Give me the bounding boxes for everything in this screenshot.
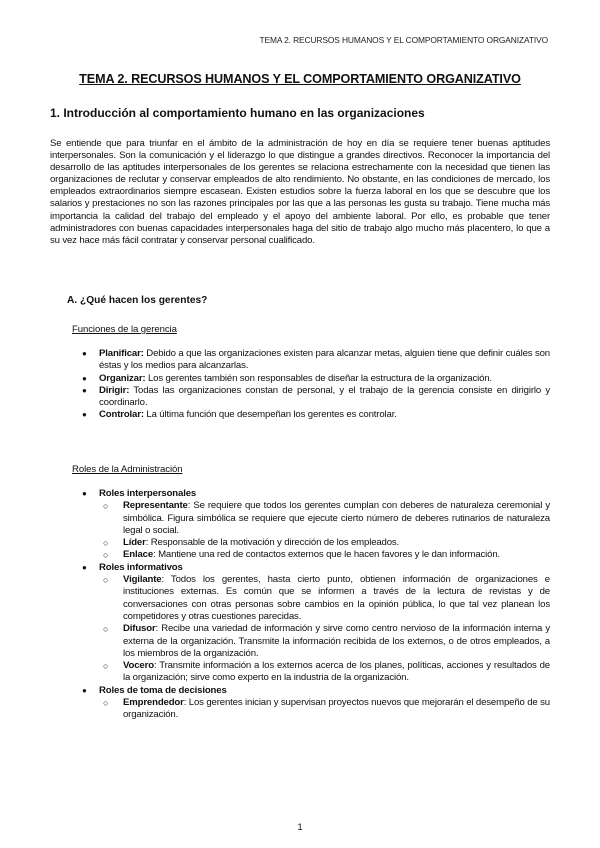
- role-text: : Recibe una variedad de información y sirve como centro nervioso de la información interna y externa de la organización. Transmite la información recibida de los externos, o de otros empleados, a los miembros de la organización.: [123, 623, 550, 659]
- page-number: 1: [297, 822, 303, 833]
- running-header: TEMA 2. RECURSOS HUMANOS Y EL COMPORTAMIENTO ORGANIZATIVO: [259, 35, 548, 45]
- role-text: : Transmite información a los externos acerca de los planes, políticas, acciones y resultados de la organización; sirve como experto en la industria de la organización.: [123, 660, 550, 684]
- list-item: [76, 385, 550, 410]
- sub-list: [99, 500, 550, 561]
- sub-list-item: [99, 549, 550, 561]
- list-item: [76, 685, 550, 722]
- section-heading: 1. Introducción al comportamiento humano en las organizaciones: [50, 106, 425, 120]
- list-item: [76, 348, 550, 373]
- functions-list: [76, 348, 550, 422]
- role-text: : Responsable de la motivación y dirección de los empleados.: [145, 537, 400, 549]
- role-term: Líder: [123, 537, 146, 549]
- function-term: Planificar:: [99, 348, 144, 359]
- sub-list-item: [99, 697, 550, 722]
- role-group-title: Roles de toma de decisiones: [99, 684, 227, 696]
- subsection-heading: A. ¿Qué hacen los gerentes?: [67, 295, 208, 306]
- roles-list: [76, 488, 550, 722]
- list-item: [76, 562, 550, 685]
- role-term: Vigilante: [123, 574, 162, 586]
- list-item: [76, 488, 550, 562]
- role-group-title: Roles interpersonales: [99, 488, 197, 499]
- role-term: Vocero: [123, 660, 154, 672]
- function-text: La última función que desempeñan los gerentes es controlar.: [143, 409, 397, 421]
- role-term: Representante: [123, 500, 188, 512]
- function-term: Organizar:: [99, 372, 146, 384]
- sub-list: [99, 697, 550, 722]
- sub-list-item: [99, 500, 550, 537]
- role-group-title: Roles informativos: [99, 561, 183, 573]
- role-term: Emprendedor: [123, 697, 184, 709]
- document-title: TEMA 2. RECURSOS HUMANOS Y EL COMPORTAMIENTO ORGANIZATIVO: [79, 72, 521, 86]
- role-text: : Los gerentes inician y supervisan proyectos nuevos que mejorarán el desempeño de su organización.: [123, 697, 550, 721]
- function-term: Controlar:: [99, 409, 144, 421]
- function-text: Todas las organizaciones constan de personal, y el trabajo de la gerencia consiste en dirigirlo y coordinarlo.: [99, 384, 550, 409]
- function-term: Dirigir:: [99, 384, 130, 396]
- role-text: : Mantiene una red de contactos externos que le hacen favores y le dan información.: [153, 549, 501, 561]
- functions-heading: Funciones de la gerencia: [72, 324, 177, 335]
- role-term: Enlace: [123, 549, 154, 561]
- list-item: [76, 409, 550, 421]
- sub-list-item: [99, 574, 550, 623]
- sub-list-item: [99, 623, 550, 660]
- roles-heading: Roles de la Administración: [72, 464, 183, 475]
- role-term: Difusor: [123, 623, 156, 635]
- role-text: : Todos los gerentes, hasta cierto punto, obtienen información de organizaciones e instituciones externas. Es común que se informen a través de la lectura de revistas y de conversaciones con otras personas sobre cambios en la opinión pública, lo que tal vez planean los competidores y otras cuestiones parecidas.: [123, 574, 550, 622]
- sub-list-item: [99, 660, 550, 685]
- sub-list-item: [99, 537, 550, 549]
- role-text: : Se requiere que todos los gerentes cumplan con deberes de naturaleza ceremonial y simbólica. Figura simbólica se requiere que ejecute cierto número de deberes rutinarios de naturaleza legal o social.: [123, 500, 550, 536]
- list-item: [76, 373, 550, 385]
- function-text: Debido a que las organizaciones existen para alcanzar metas, alguien tiene que definir cuáles son éstas y los medios para alcanzarlas.: [99, 348, 550, 372]
- sub-list: [99, 574, 550, 685]
- function-text: Los gerentes también son responsables de diseñar la estructura de la organización.: [145, 372, 492, 384]
- intro-paragraph: Se entiende que para triunfar en el ámbito de la administración de hoy en día se requiere tener buenas aptitudes interpersonales. Son la comunicación y el liderazgo lo que distingue a grandes directivos. Reconocer la importancia del desarrollo de las aptitudes interpersonales de los gerentes se relaciona estrechamente con la necesidad que tienen las organizaciones de reclutar y conservar empleados de alto rendimiento. No obstante, en las condiciones de mercado, los empleados extraordinarios siempre escasean. Existen estudios sobre la fuerza laboral en los que se descubre que los salarios y prestaciones no son las razones principales por las que a las personas les gusta su trabajo. Tiene mucha más importancia la calidad del trabajo del empleado y el apoyo del ambiente laboral. Por ello, es probable que tener administradores con buenas capacidades interpersonales haga del sitio de trabajo algo mucho más placentero, lo que a su vez hace más fácil contratar y conservar personal cualificado.: [50, 138, 550, 246]
